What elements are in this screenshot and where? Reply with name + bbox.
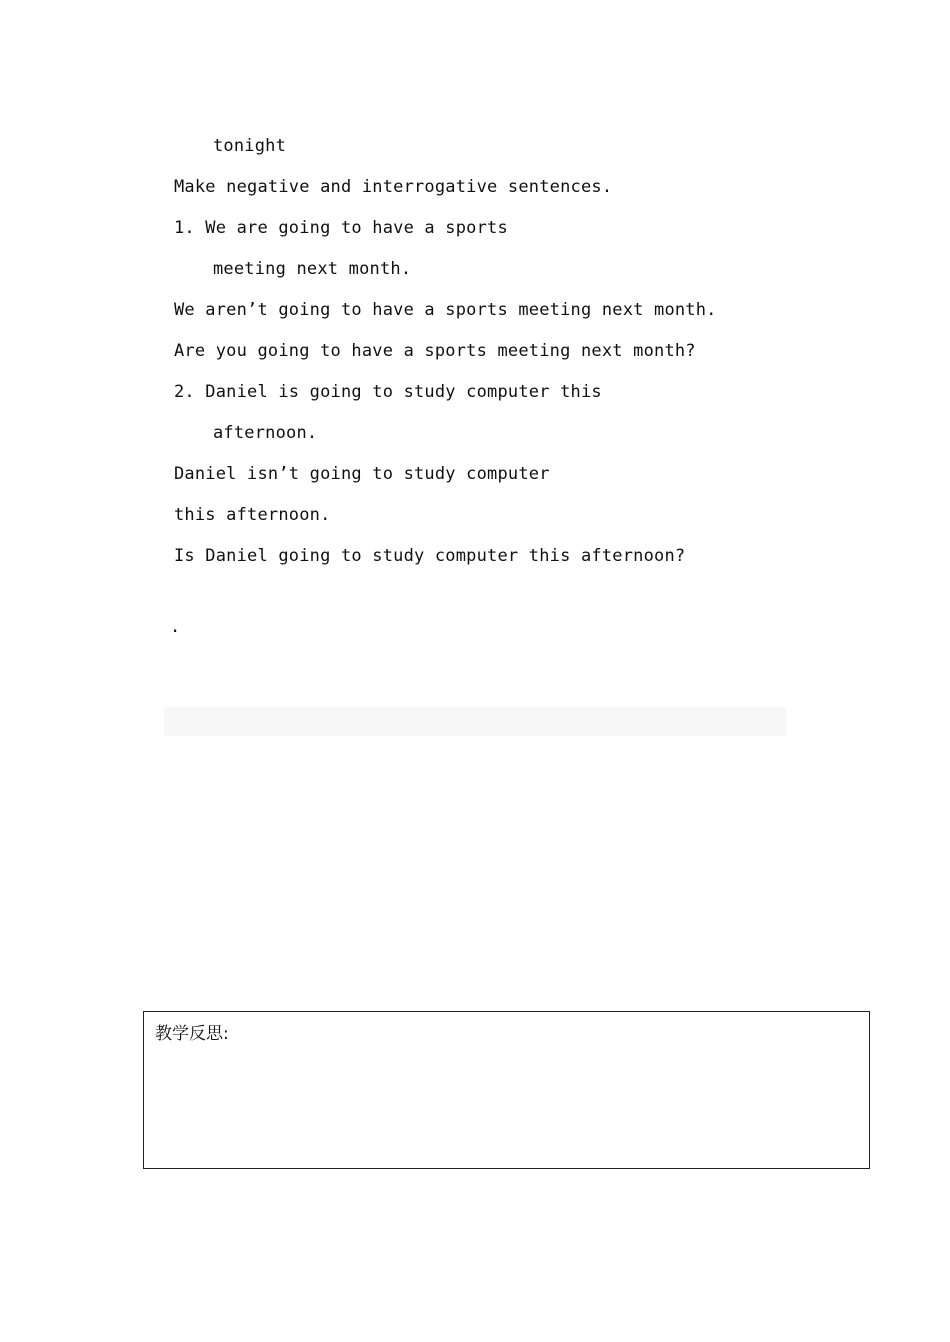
text-line-tonight: tonight — [213, 136, 287, 156]
exercise-instruction: Make negative and interrogative sentences. — [174, 177, 613, 197]
exercise-2-sentence-continued: afternoon. — [213, 423, 318, 443]
exercise-1-interrogative: Are you going to have a sports meeting next month? — [174, 341, 696, 361]
exercise-2-sentence: 2. Daniel is going to study computer this — [174, 382, 602, 402]
exercise-1-sentence-continued: meeting next month. — [213, 259, 412, 279]
shaded-band — [164, 707, 786, 736]
exercise-2-interrogative: Is Daniel going to study computer this afternoon? — [174, 546, 686, 566]
teaching-reflection-box — [143, 1011, 870, 1169]
trailing-period: . — [170, 617, 181, 637]
teaching-reflection-label: 教学反思: — [155, 1024, 229, 1044]
exercise-1-negative: We aren’t going to have a sports meeting next month. — [174, 300, 717, 320]
exercise-2-negative-continued: this afternoon. — [174, 505, 331, 525]
exercise-2-negative: Daniel isn’t going to study computer — [174, 464, 550, 484]
exercise-1-sentence: 1. We are going to have a sports — [174, 218, 508, 238]
